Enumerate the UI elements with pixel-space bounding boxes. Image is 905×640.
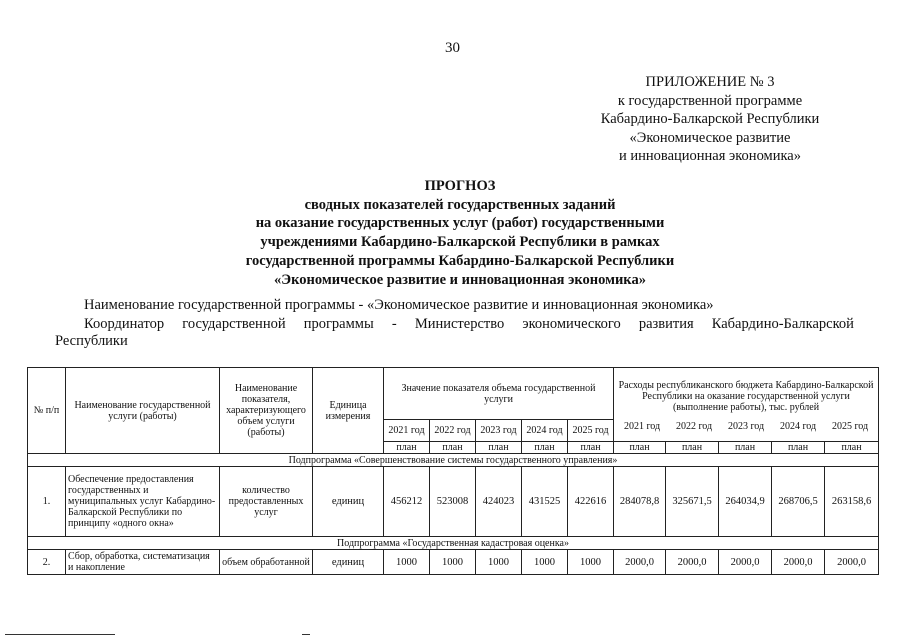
row-volume: 431525 xyxy=(522,467,568,537)
row-unit: единиц xyxy=(313,467,384,537)
annex-line: «Экономическое развитие xyxy=(629,129,791,146)
annex-line: Кабардино-Балкарской Республики xyxy=(600,111,820,127)
row-volume: 1000 xyxy=(568,550,614,575)
header-budget-year: 2022 год xyxy=(675,421,713,432)
title-line: сводных показателей государственных заданий xyxy=(304,196,616,213)
header-budget-year: 2023 год xyxy=(727,421,765,432)
row-volume: 456212 xyxy=(384,467,430,537)
header-indicator: Наименование показателя, характеризующего объем услуги (работы) xyxy=(220,368,313,454)
header-volume-year: 2024 год xyxy=(522,420,568,442)
header-num: № п/п xyxy=(28,368,66,454)
header-plan: план xyxy=(772,442,825,454)
row-budget: 2000,0 xyxy=(666,550,719,575)
row-indicator: количество предоставленных услуг xyxy=(220,467,313,537)
header-volume-year: 2025 год xyxy=(568,420,614,442)
row-budget: 2000,0 xyxy=(772,550,825,575)
row-budget: 264034,9 xyxy=(719,467,772,537)
row-budget: 268706,5 xyxy=(772,467,825,537)
coordinator-word: Кабардино-Балкарской xyxy=(711,316,854,332)
header-plan: план xyxy=(476,442,522,454)
row-volume: 422616 xyxy=(568,467,614,537)
row-budget: 284078,8 xyxy=(614,467,666,537)
header-service: Наименование государственной услуги (работы) xyxy=(66,368,220,454)
row-num: 1. xyxy=(28,467,66,537)
coordinator-word: государственной xyxy=(182,316,286,332)
coordinator-word: - xyxy=(391,316,397,332)
header-plan: план xyxy=(825,442,879,454)
coordinator-word: Министерство xyxy=(414,316,505,332)
header-plan: план xyxy=(430,442,476,454)
header-plan: план xyxy=(666,442,719,454)
scan-artifact-line xyxy=(5,634,115,635)
header-unit: Единица измерения xyxy=(313,368,384,454)
header-volume-year: 2022 год xyxy=(430,420,476,442)
subprogram-title: Подпрограмма «Государственная кадастровая оценка» xyxy=(28,537,879,550)
row-service: Обеспечение предоставления государственных и муниципальных услуг Кабардино-Балкарской Республики по принципу «одного окна» xyxy=(66,467,220,537)
header-budget-year: 2024 год xyxy=(779,421,817,432)
coordinator-line xyxy=(84,316,854,333)
title-heading: ПРОГНОЗ xyxy=(424,178,496,194)
coordinator-word: программы xyxy=(303,316,374,332)
row-volume: 424023 xyxy=(476,467,522,537)
coordinator-word: развития xyxy=(638,316,694,332)
forecast-table xyxy=(27,367,879,575)
title-line: на оказание государственных услуг (работ) государственными xyxy=(255,215,665,232)
row-budget: 325671,5 xyxy=(666,467,719,537)
row-budget: 2000,0 xyxy=(614,550,666,575)
annex-block xyxy=(560,73,860,166)
title-line: государственной программы Кабардино-Балкарской Республики xyxy=(245,252,675,269)
annex-line: и инновационная экономика» xyxy=(619,148,801,164)
document-title xyxy=(120,177,800,289)
header-volume-year: 2021 год xyxy=(384,420,430,442)
header-plan: план xyxy=(384,442,430,454)
row-budget: 2000,0 xyxy=(719,550,772,575)
coordinator-word: Координатор xyxy=(84,316,165,332)
header-volume-year: 2023 год xyxy=(476,420,522,442)
page-number: 30 xyxy=(445,40,460,56)
header-plan: план xyxy=(522,442,568,454)
header-budget-year: 2025 год xyxy=(831,421,869,432)
row-volume: 1000 xyxy=(430,550,476,575)
row-volume: 1000 xyxy=(384,550,430,575)
annex-heading: ПРИЛОЖЕНИЕ № 3 xyxy=(645,74,775,90)
row-volume: 1000 xyxy=(476,550,522,575)
row-volume: 523008 xyxy=(430,467,476,537)
coordinator-word: экономического xyxy=(522,316,621,332)
subprogram-title: Подпрограмма «Совершенствование системы государственного управления» xyxy=(28,454,879,467)
header-plan: план xyxy=(614,442,666,454)
header-budget-year: 2021 год xyxy=(623,421,661,432)
program-name: Наименование государственной программы - «Экономическое развитие и инновационная экономика» xyxy=(84,297,714,313)
header-plan: план xyxy=(719,442,772,454)
row-service: Сбор, обработка, систематизация и накопление xyxy=(66,550,220,575)
annex-line: к государственной программе xyxy=(617,92,803,109)
header-plan: план xyxy=(568,442,614,454)
row-volume: 1000 xyxy=(522,550,568,575)
row-unit: единиц xyxy=(313,550,384,575)
header-budget-group xyxy=(614,368,879,442)
row-indicator: объем обработанной xyxy=(220,550,313,575)
header-budget-group-text: Расходы республиканского бюджета Кабардино-Балкарской Республики на оказание государственной услуги (выполнение работы), тыс. рублей xyxy=(618,380,874,413)
title-line: учреждениями Кабардино-Балкарской Республики в рамках xyxy=(260,234,660,251)
row-budget: 2000,0 xyxy=(825,550,879,575)
scan-artifact-mark xyxy=(302,634,310,635)
row-budget: 263158,6 xyxy=(825,467,879,537)
row-num: 2. xyxy=(28,550,66,575)
coordinator-continuation: Республики xyxy=(55,333,128,349)
title-line: «Экономическое развитие и инновационная экономика» xyxy=(274,271,646,288)
header-volume-group: Значение показателя объема государственной услуги xyxy=(384,368,614,420)
